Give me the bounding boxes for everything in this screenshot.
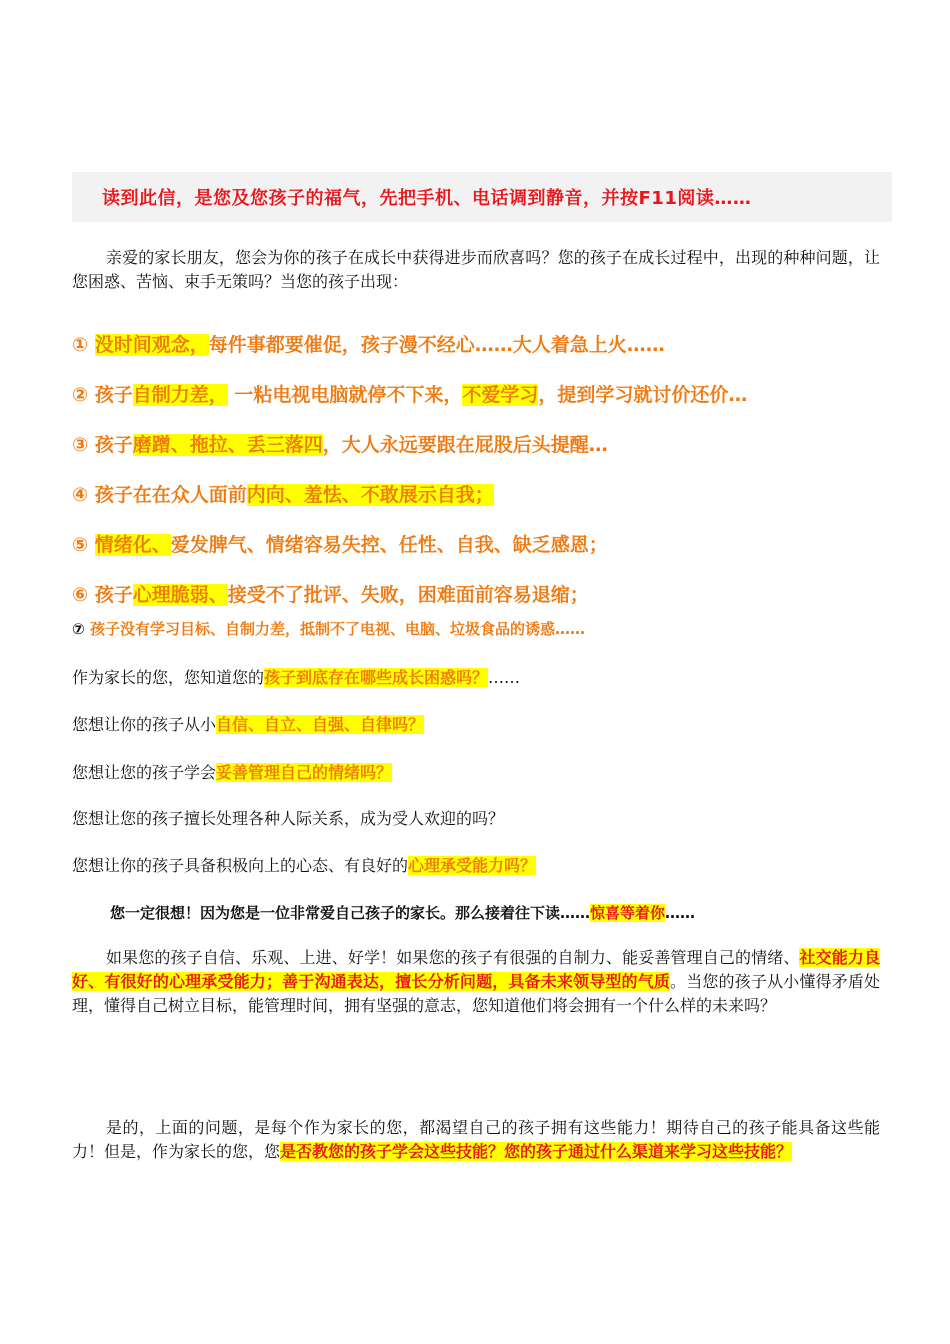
answer-line: [110, 902, 695, 923]
paragraph-closing: [72, 1116, 880, 1164]
question-line: [72, 853, 536, 876]
paragraph-highlight: 是否教您的孩子学会这些技能？您的孩子通过什么渠道来学习这些技能？: [280, 1142, 793, 1161]
paragraph-text: 如果您的孩子自信、乐观、上进、好学！如果您的孩子有很强的自制力、能妥善管理自己的情绪、: [106, 948, 800, 967]
question-text: 您想让你的孩子具备积极向上的心态、有良好的: [72, 856, 409, 875]
banner: [72, 172, 892, 222]
item-number: ⑦: [72, 620, 85, 638]
item-text: 每件事都要催促，孩子漫不经心……大人着急上火……: [208, 334, 665, 356]
question-line: [72, 760, 392, 783]
question-highlight: 妥善管理自己的情绪吗？: [216, 763, 393, 782]
question-text: 您想让你的孩子从小: [72, 715, 217, 734]
item-text: ，大人永远要跟在屁股后头提醒…: [322, 434, 608, 456]
paragraph-highlight: 社交能力良好、有很好的心理承受能力；善于沟通表达，擅长分析问题，具备未来领导型的气质: [72, 948, 880, 991]
item-highlight: 内向、羞怯、不敢展示自我；: [246, 484, 494, 506]
question-text: 您想让您的孩子擅长处理各种人际关系，成为受人欢迎的吗？: [72, 809, 505, 828]
question-text: 您想让您的孩子学会: [72, 763, 217, 782]
item-highlight: 心理脆弱、: [132, 584, 228, 606]
item-highlight: 没时间观念，: [94, 334, 209, 356]
intro-paragraph: 亲爱的家长朋友，您会为你的孩子在成长中获得进步而欣喜吗？您的孩子在成长过程中，出现的种种问题，让您困惑、苦恼、束手无策吗？当您的孩子出现：: [72, 248, 880, 291]
answer-highlight: 惊喜等着你: [590, 904, 666, 922]
item-number: ④: [72, 484, 89, 506]
item-highlight: 情绪化、: [94, 534, 171, 556]
question-line: [72, 712, 424, 735]
question-highlight: 心理承受能力吗？: [408, 856, 537, 875]
item-highlight: 自制力差，: [132, 384, 228, 406]
question-suffix: ……: [488, 668, 521, 687]
item-prefix: 孩子: [94, 584, 133, 606]
list-item: [72, 530, 608, 557]
list-item: [72, 380, 747, 407]
question-line: [72, 665, 520, 688]
item-number: ③: [72, 434, 89, 456]
list-item: [72, 480, 494, 507]
question-line: [72, 806, 504, 829]
question-text: 作为家长的您，您知道您的: [72, 668, 265, 687]
item-number: ⑤: [72, 534, 89, 556]
list-item: [72, 330, 665, 357]
item-number: ⑥: [72, 584, 89, 606]
answer-text: 您一定很想！因为您是一位非常爱自己孩子的家长。那么接着往下读……: [110, 904, 591, 922]
item-text: 一粘电视电脑就停不下来，: [227, 384, 463, 406]
item-text: 、自制力差，抵制不了电视、电脑、垃圾食品的诱惑……: [209, 620, 585, 638]
list-item: [72, 430, 608, 457]
question-highlight: 孩子到底存在哪些成长困惑吗？: [264, 668, 489, 687]
item-text: 接受不了批评、失败，困难面前容易退缩；: [227, 584, 589, 606]
item-text-2: ，提到学习就讨价还价…: [538, 384, 748, 406]
item-prefix: 孩子: [94, 384, 133, 406]
answer-suffix: ……: [665, 904, 696, 922]
item-prefix: 孩子: [94, 434, 133, 456]
paragraph-text: 是的，上面的问题，是每个作为家长的您，都渴望自己的孩子拥有这些能力！期待自己的孩子能具备这些能力！但是，作为家长的您，您: [72, 1118, 880, 1161]
item-highlight-2: 不爱学习: [462, 384, 539, 406]
item-prefix: 孩子在在众人面前: [94, 484, 247, 506]
item-prefix: 孩子: [89, 620, 120, 638]
item-number: ②: [72, 384, 89, 406]
item-highlight: 没有学习目标: [119, 620, 210, 638]
item-number: ①: [72, 334, 89, 356]
list-item: [72, 618, 585, 639]
item-highlight: 磨蹭、拖拉、丢三落四: [132, 434, 323, 456]
paragraph-future: [72, 946, 880, 1018]
item-text: 爱发脾气、情绪容易失控、任性、自我、缺乏感恩；: [170, 534, 608, 556]
paragraph-text-end: 。当您的孩子从小懂得矛盾处理，懂得自己树立目标，能管理时间，拥有坚强的意志，您知道他们将会拥有一个什么样的未来吗？: [72, 972, 880, 1015]
list-item: [72, 580, 589, 607]
banner-text: 读到此信，是您及您孩子的福气，先把手机、电话调到静音，并按F11阅读……: [102, 188, 752, 209]
question-highlight: 自信、自立、自强、自律吗？: [216, 715, 425, 734]
